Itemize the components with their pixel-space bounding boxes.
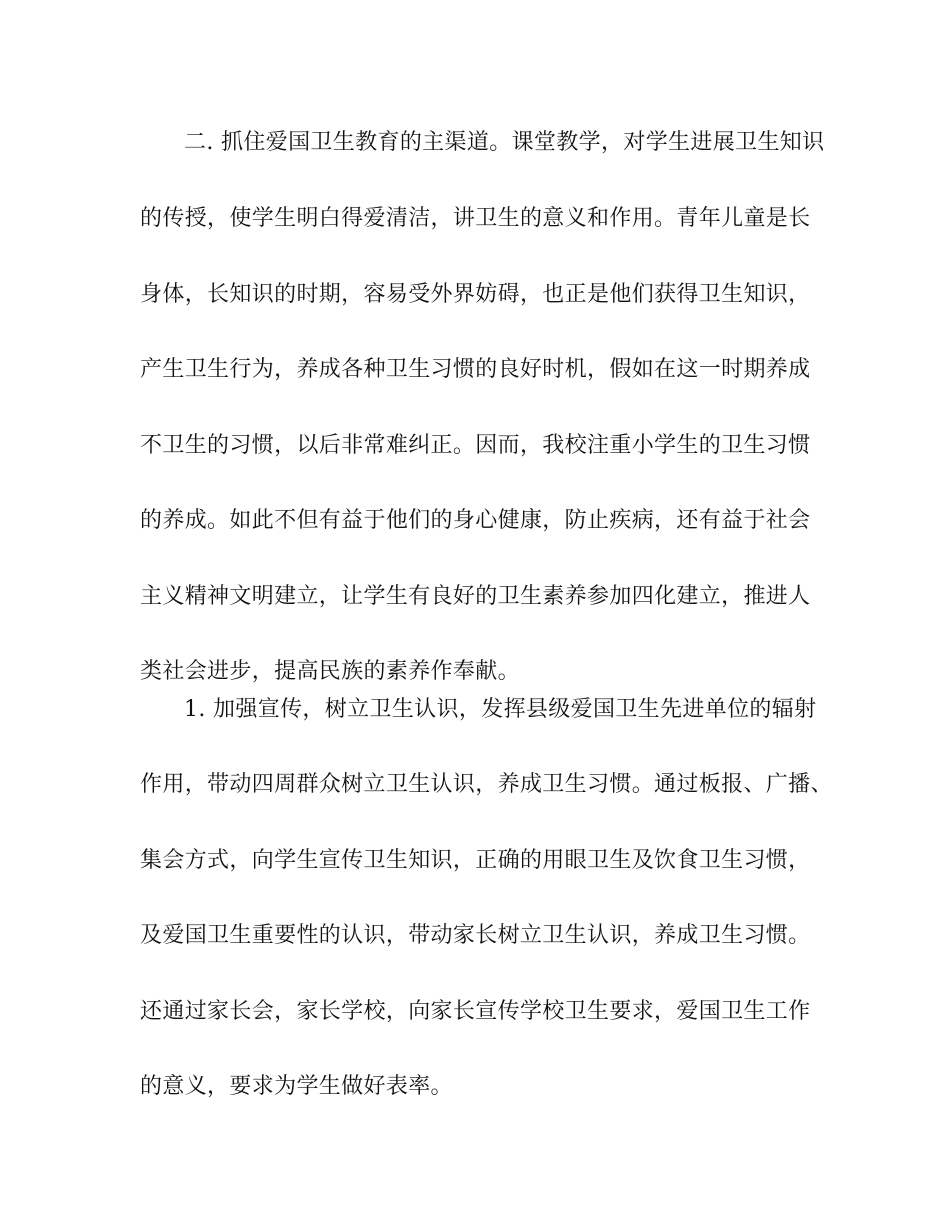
- paragraph-line: 主义精神文明建立，让学生有良好的卫生素养参加四化建立，推进人: [140, 584, 811, 609]
- paragraph-line: 集会方式，向学生宣传卫生知识，正确的用眼卫生及饮食卫生习惯，: [140, 848, 811, 873]
- paragraph-line: 的传授，使学生明白得爱清洁，讲卫生的意义和作用。青年儿童是长: [140, 206, 811, 231]
- paragraph-line: 的养成。如此不但有益于他们的身心健康，防止疾病，还有益于社会: [140, 508, 811, 533]
- paragraph-line: 身体，长知识的时期，容易受外界妨碍，也正是他们获得卫生知识，: [140, 282, 811, 307]
- paragraph-line: 类社会进步，提高民族的素养作奉献。: [140, 659, 520, 684]
- paragraph-line: 二. 抓住爱国卫生教育的主渠道。课堂教学，对学生进展卫生知识: [184, 130, 825, 155]
- paragraph-line: 及爱国卫生重要性的认识，带动家长树立卫生认识，养成卫生习惯。: [140, 923, 811, 948]
- paragraph-line: 1. 加强宣传，树立卫生认识，发挥县级爱国卫生先进单位的辐射: [184, 697, 817, 722]
- paragraph-line: 产生卫生行为，养成各种卫生习惯的良好时机，假如在这一时期养成: [140, 357, 811, 382]
- paragraph-line: 不卫生的习惯，以后非常难纠正。因而，我校注重小学生的卫生习惯: [140, 433, 811, 458]
- paragraph-line: 的意义，要求为学生做好表率。: [140, 1074, 453, 1099]
- paragraph-line: 作用，带动四周群众树立卫生认识，养成卫生习惯。通过板报、广播、: [140, 772, 833, 797]
- paragraph-line: 还通过家长会，家长学校，向家长宣传学校卫生要求，爱国卫生工作: [140, 999, 811, 1024]
